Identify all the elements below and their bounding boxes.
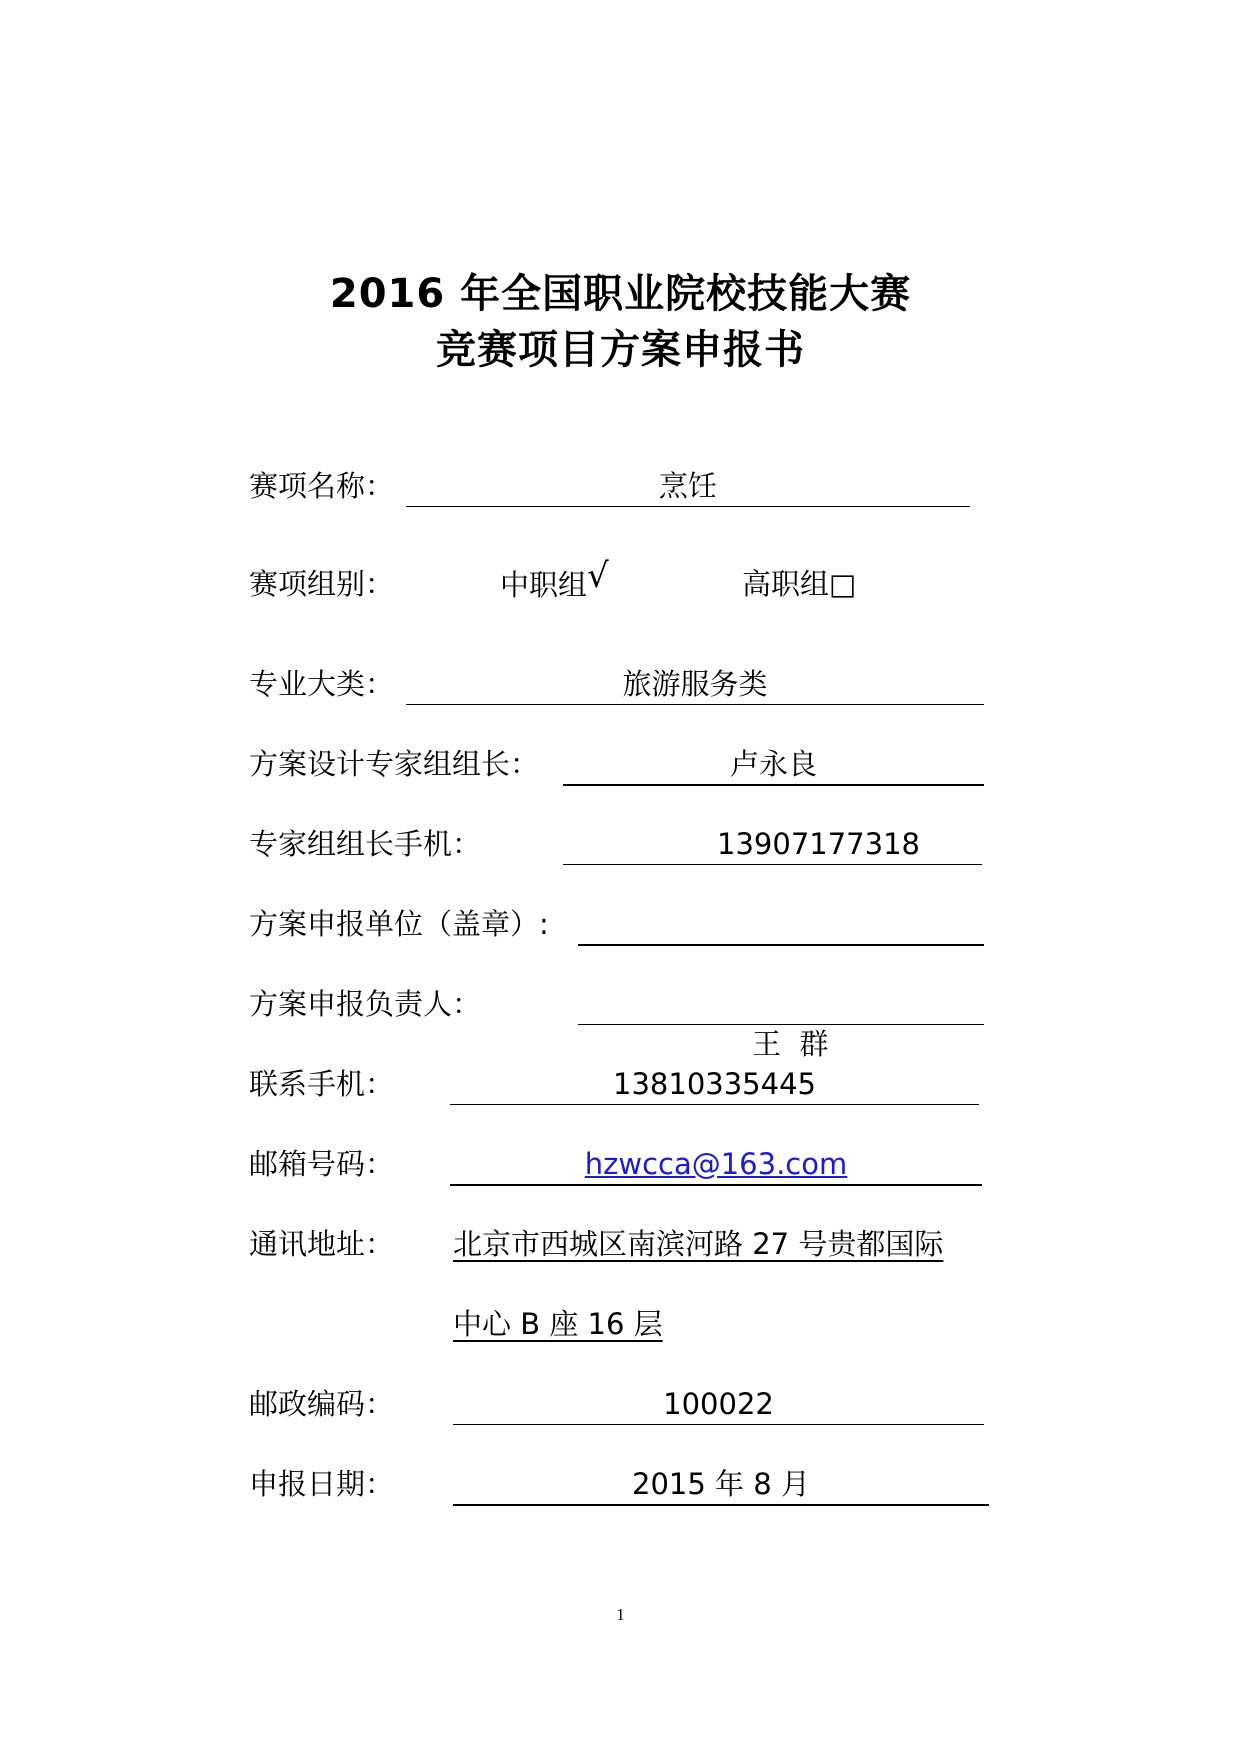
event-name-field[interactable] [406,466,970,507]
contact-phone-field[interactable] [450,1064,979,1105]
empty-checkbox-icon: □ [829,567,857,601]
applicant-person-label: 方案申报负责人： [249,987,482,1021]
group-option-secondary[interactable] [500,556,609,605]
contact-phone-label: 联系手机： [249,1067,395,1101]
address-line-2: 中心 B 座 16 层 [453,1307,663,1341]
event-name-value: 烹饪 [658,469,717,503]
email-field[interactable] [450,1144,982,1186]
address-line-1: 北京市西城区南滨河路 27 号贵都国际 [453,1227,944,1261]
group-option-higher[interactable] [742,564,856,604]
email-link[interactable]: hzwcca@163.com [584,1147,848,1181]
address-label: 通讯地址： [249,1227,395,1261]
postal-code-field[interactable] [453,1384,984,1425]
event-group-label: 赛项组别： [249,567,395,601]
expert-leader-field[interactable] [563,744,984,786]
contact-phone-value: 13810335445 [613,1067,816,1101]
expert-leader-value: 卢永良 [729,747,817,781]
postal-code-value: 100022 [663,1387,774,1421]
leader-phone-value: 13907177318 [717,827,920,861]
applicant-person-field[interactable] [578,984,984,1061]
expert-leader-label: 方案设计专家组组长： [249,747,540,781]
date-label: 申报日期： [249,1467,395,1501]
date-value: 2015 年 8 月 [632,1467,810,1501]
group-option-secondary-label: 中职组 [500,568,588,602]
page-number: 1 [616,1605,625,1624]
major-category-field[interactable] [406,664,984,705]
title-line-1: 2016 年全国职业院校技能大赛 [329,271,912,317]
major-category-value: 旅游服务类 [622,667,768,701]
leader-phone-field[interactable] [563,824,982,865]
major-category-label: 专业大类： [249,667,395,701]
applicant-unit-label: 方案申报单位（盖章）: [249,907,549,941]
title-line-2: 竞赛项目方案申报书 [436,327,805,373]
checkmark-icon: √ [587,556,609,596]
group-option-higher-label: 高职组 [742,567,830,601]
postal-code-label: 邮政编码： [249,1387,395,1421]
leader-phone-label: 专家组组长手机： [249,827,482,861]
applicant-person-value: 王 群 [752,1027,829,1061]
applicant-unit-field[interactable] [578,904,984,946]
date-field[interactable] [453,1464,989,1506]
email-label: 邮箱号码： [249,1147,395,1181]
event-name-label: 赛项名称： [249,469,395,503]
